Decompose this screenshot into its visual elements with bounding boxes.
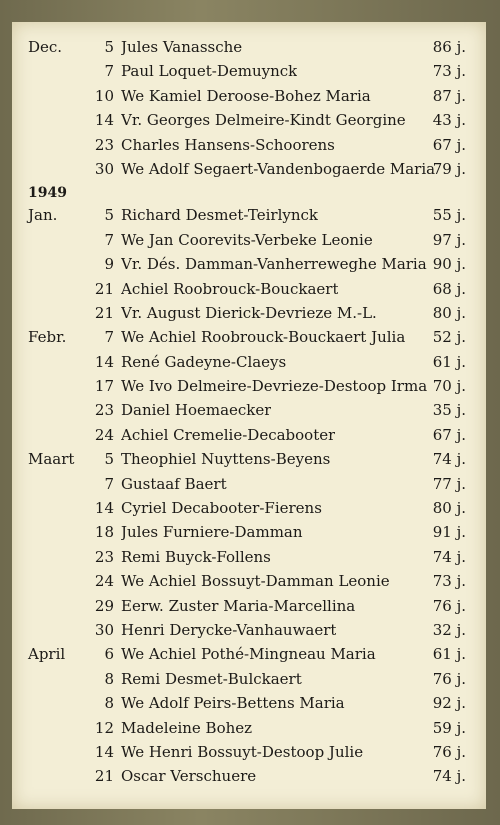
day-number: 7	[104, 230, 114, 249]
day-number: 9	[104, 255, 114, 274]
deceased-name: We Adolf Peirs-Bettens Maria	[121, 694, 345, 713]
age-value: 87 j.	[432, 86, 466, 105]
age-value: 35 j.	[432, 401, 466, 420]
list-item	[12, 668, 486, 692]
deceased-name: Achiel Cremelie-Decabooter	[121, 425, 336, 444]
deceased-name: Gustaaf Baert	[121, 474, 227, 493]
day-number: 7	[104, 328, 114, 347]
age-value: 80 j.	[432, 499, 466, 518]
deceased-name: Oscar Verschuere	[121, 767, 257, 786]
age-value: 90 j.	[432, 255, 466, 274]
deceased-name: Vr. Dés. Damman-Vanherreweghe Maria	[121, 255, 427, 274]
list-item	[12, 619, 486, 643]
day-number: 5	[104, 450, 114, 469]
age-value: 74 j.	[432, 767, 466, 786]
deceased-name: We Achiel Roobrouck-Bouckaert Julia	[121, 328, 406, 347]
day-number: 17	[94, 377, 114, 396]
day-number: 5	[104, 206, 114, 225]
deceased-name: Remi Desmet-Bulckaert	[121, 669, 302, 688]
list-item	[12, 643, 486, 667]
list-item	[12, 204, 486, 228]
day-number: 12	[94, 718, 114, 737]
year-heading	[12, 182, 486, 204]
deceased-name: Achiel Roobrouck-Bouckaert	[121, 279, 339, 298]
list-item	[12, 134, 486, 158]
age-value: 32 j.	[432, 620, 466, 639]
list-item	[12, 595, 486, 619]
deceased-name: Daniel Hoemaecker	[121, 401, 272, 420]
deceased-name: Richard Desmet-Teirlynck	[121, 206, 319, 225]
age-value: 43 j.	[432, 111, 466, 130]
list-item	[12, 36, 486, 60]
age-value: 73 j.	[432, 572, 466, 591]
list-item	[12, 473, 486, 497]
month-label: Febr.	[28, 328, 67, 347]
deceased-name: Vr. August Dierick-Devrieze M.-L.	[121, 303, 377, 322]
day-number: 8	[104, 669, 114, 688]
list-item	[12, 741, 486, 765]
deceased-name: Henri Derycke-Vanhauwaert	[121, 620, 337, 639]
day-number: 23	[94, 401, 114, 420]
age-value: 70 j.	[432, 377, 466, 396]
deceased-name: We Adolf Segaert-Vandenbogaerde Maria	[121, 159, 436, 178]
day-number: 8	[104, 694, 114, 713]
year-label: 1949	[28, 185, 67, 202]
day-number: 29	[94, 596, 114, 615]
day-number: 14	[94, 742, 114, 761]
day-number: 6	[104, 645, 114, 664]
age-value: 77 j.	[432, 474, 466, 493]
list-item	[12, 424, 486, 448]
day-number: 24	[94, 425, 114, 444]
day-number: 7	[104, 62, 114, 81]
deceased-name: Jules Furniere-Damman	[121, 523, 303, 542]
list-item	[12, 692, 486, 716]
deceased-name: Charles Hansens-Schoorens	[121, 135, 335, 154]
list-item	[12, 302, 486, 326]
list-item	[12, 60, 486, 84]
deceased-name: We Achiel Bossuyt-Damman Leonie	[121, 572, 390, 591]
month-label: Jan.	[28, 206, 58, 225]
age-value: 67 j.	[432, 135, 466, 154]
age-value: 61 j.	[432, 352, 466, 371]
age-value: 76 j.	[432, 669, 466, 688]
list-item	[12, 521, 486, 545]
age-value: 91 j.	[432, 523, 466, 542]
deceased-name: We Henri Bossuyt-Destoop Julie	[121, 742, 364, 761]
age-value: 76 j.	[432, 596, 466, 615]
list-item	[12, 158, 486, 182]
deceased-name: René Gadeyne-Claeys	[121, 352, 287, 371]
list-item	[12, 229, 486, 253]
age-value: 61 j.	[432, 645, 466, 664]
day-number: 30	[94, 620, 114, 639]
age-value: 86 j.	[432, 38, 466, 56]
deceased-name: Cyriel Decabooter-Fierens	[121, 499, 322, 518]
deceased-name: Theophiel Nuyttens-Beyens	[121, 450, 331, 469]
day-number: 18	[94, 523, 114, 542]
list-item	[12, 448, 486, 472]
deceased-name: Jules Vanassche	[121, 38, 243, 56]
age-value: 59 j.	[432, 718, 466, 737]
deceased-name: Madeleine Bohez	[121, 718, 253, 737]
day-number: 7	[104, 474, 114, 493]
list-item	[12, 85, 486, 109]
day-number: 14	[94, 111, 114, 130]
deceased-name: We Ivo Delmeire-Devrieze-Destoop Irma	[121, 377, 428, 396]
day-number: 10	[94, 86, 114, 105]
deceased-name: Vr. Georges Delmeire-Kindt Georgine	[121, 111, 406, 130]
list-item	[12, 375, 486, 399]
list-item	[12, 570, 486, 594]
deceased-name: We Kamiel Deroose-Bohez Maria	[121, 86, 371, 105]
death-register-list	[12, 36, 486, 790]
day-number: 14	[94, 352, 114, 371]
month-label: Maart	[28, 450, 75, 469]
day-number: 21	[94, 303, 114, 322]
age-value: 55 j.	[432, 206, 466, 225]
age-value: 92 j.	[432, 694, 466, 713]
list-item	[12, 546, 486, 570]
list-item	[12, 497, 486, 521]
age-value: 52 j.	[432, 328, 466, 347]
age-value: 68 j.	[432, 279, 466, 298]
list-item	[12, 765, 486, 789]
age-value: 74 j.	[432, 547, 466, 566]
document-page	[12, 22, 486, 809]
day-number: 5	[104, 38, 114, 56]
day-number: 24	[94, 572, 114, 591]
day-number: 21	[94, 279, 114, 298]
day-number: 23	[94, 135, 114, 154]
deceased-name: We Jan Coorevits-Verbeke Leonie	[121, 230, 373, 249]
age-value: 73 j.	[432, 62, 466, 81]
age-value: 76 j.	[432, 742, 466, 761]
list-item	[12, 253, 486, 277]
deceased-name: Eerw. Zuster Maria-Marcellina	[121, 596, 356, 615]
list-item	[12, 109, 486, 133]
list-item	[12, 399, 486, 423]
month-label: April	[28, 645, 66, 664]
deceased-name: Paul Loquet-Demuynck	[121, 62, 298, 81]
deceased-name: Remi Buyck-Follens	[121, 547, 271, 566]
list-item	[12, 717, 486, 741]
day-number: 21	[94, 767, 114, 786]
age-value: 97 j.	[432, 230, 466, 249]
age-value: 67 j.	[432, 425, 466, 444]
age-value: 80 j.	[432, 303, 466, 322]
age-value: 79 j.	[432, 159, 466, 178]
deceased-name: We Achiel Pothé-Mingneau Maria	[121, 645, 376, 664]
list-item	[12, 351, 486, 375]
day-number: 14	[94, 499, 114, 518]
month-label: Dec.	[28, 38, 63, 56]
day-number: 30	[94, 159, 114, 178]
age-value: 74 j.	[432, 450, 466, 469]
list-item	[12, 278, 486, 302]
day-number: 23	[94, 547, 114, 566]
list-item	[12, 326, 486, 350]
